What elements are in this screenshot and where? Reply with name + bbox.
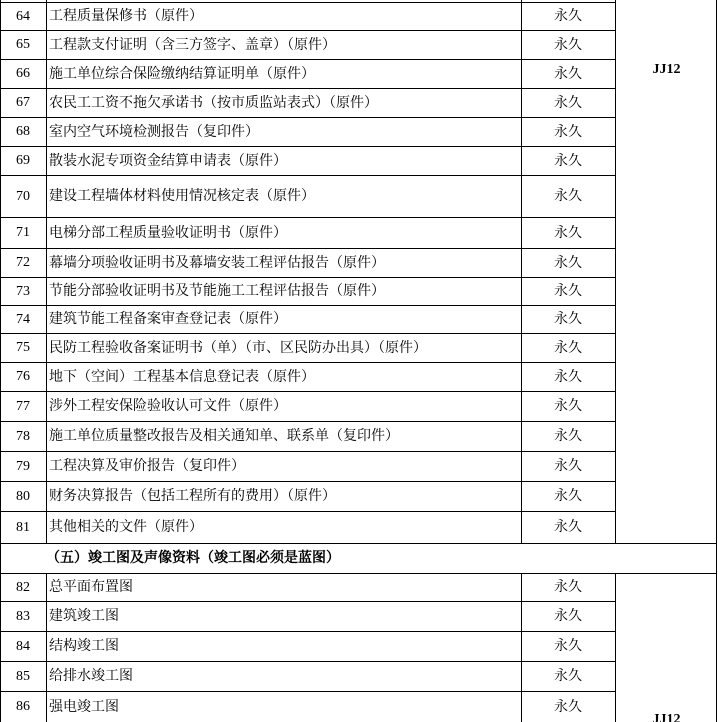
row-number: 76 [16, 369, 30, 384]
retention-term: 永久 [554, 153, 582, 169]
archive-code: JJ12 [652, 62, 681, 77]
section-title: （五）竣工图及声像资料（竣工图必须是蓝图） [46, 550, 340, 566]
row-number: 65 [16, 37, 30, 52]
document-name: 总平面布置图 [49, 579, 133, 595]
document-name: 工程款支付证明（含三方签字、盖章）（原件） [49, 37, 336, 53]
row-number: 85 [16, 669, 30, 684]
row-number: 83 [16, 609, 30, 624]
document-name: 给排水竣工图 [49, 668, 133, 684]
retention-term: 永久 [554, 8, 582, 24]
document-name: 财务决算报告（包括工程所有的费用）（原件） [49, 488, 336, 504]
column-border [716, 573, 717, 722]
row-number: 78 [16, 429, 30, 444]
row-number: 64 [16, 9, 30, 24]
row-number: 67 [16, 95, 30, 110]
row-number: 81 [16, 520, 30, 535]
retention-term: 永久 [554, 283, 582, 299]
row-number: 82 [16, 580, 30, 595]
document-name: 施工单位综合保险缴纳结算证明单（原件） [49, 66, 315, 82]
document-name: 幕墙分项验收证明书及幕墙安装工程评估报告（原件） [49, 255, 385, 271]
row-number: 71 [16, 225, 30, 240]
retention-term: 永久 [554, 37, 582, 53]
row-number: 84 [16, 639, 30, 654]
document-name: 电梯分部工程质量验收证明书（原件） [49, 225, 287, 241]
retention-term: 永久 [554, 311, 582, 327]
column-border [615, 573, 616, 722]
document-name: 民防工程验收备案证明书（单）（市、区民防办出具）（原件） [49, 340, 427, 356]
document-name: 建设工程墙体材料使用情况核定表（原件） [49, 188, 315, 204]
retention-term: 永久 [554, 579, 582, 595]
row-number: 68 [16, 124, 30, 139]
retention-term: 永久 [554, 188, 582, 204]
document-name: 施工单位质量整改报告及相关通知单、联系单（复印件） [49, 428, 399, 444]
document-name: 强电竣工图 [49, 699, 119, 715]
document-name: 结构竣工图 [49, 638, 119, 654]
column-border [46, 0, 47, 544]
row-number: 86 [16, 699, 30, 714]
retention-term: 永久 [554, 225, 582, 241]
retention-term: 永久 [554, 95, 582, 111]
document-name: 室内空气环境检测报告（复印件） [49, 124, 259, 140]
row-number: 80 [16, 489, 30, 504]
row-number: 70 [16, 189, 30, 204]
document-name: 涉外工程安保险验收认可文件（原件） [49, 398, 287, 414]
retention-term: 永久 [554, 458, 582, 474]
archive-code: JJ12 [652, 712, 681, 722]
document-name: 散装水泥专项资金结算申请表（原件） [49, 153, 287, 169]
retention-term: 永久 [554, 488, 582, 504]
document-name: 其他相关的文件（原件） [49, 519, 203, 535]
retention-term: 永久 [554, 608, 582, 624]
document-name: 农民工工资不拖欠承诺书（按市质监站表式）（原件） [49, 95, 378, 111]
row-number: 77 [16, 399, 30, 414]
retention-term: 永久 [554, 66, 582, 82]
retention-term: 永久 [554, 124, 582, 140]
document-name: 工程质量保修书（原件） [49, 8, 203, 24]
row-number: 75 [16, 340, 30, 355]
column-border [46, 573, 47, 722]
column-border [716, 543, 717, 574]
row-number: 74 [16, 312, 30, 327]
retention-term: 永久 [554, 668, 582, 684]
document-name: 建筑竣工图 [49, 608, 119, 624]
retention-term: 永久 [554, 638, 582, 654]
document-name: 节能分部验收证明书及节能施工工程评估报告（原件） [49, 283, 385, 299]
row-number: 72 [16, 255, 30, 270]
row-number: 73 [16, 284, 30, 299]
retention-term: 永久 [554, 340, 582, 356]
row-number: 69 [16, 153, 30, 168]
retention-term: 永久 [554, 428, 582, 444]
retention-term: 永久 [554, 369, 582, 385]
document-name: 工程决算及审价报告（复印件） [49, 458, 245, 474]
document-name: 地下（空间）工程基本信息登记表（原件） [49, 369, 315, 385]
retention-term: 永久 [554, 699, 582, 715]
retention-term: 永久 [554, 398, 582, 414]
row-number: 66 [16, 66, 30, 81]
document-name: 建筑节能工程备案审查登记表（原件） [49, 311, 287, 327]
retention-term: 永久 [554, 255, 582, 271]
row-number: 79 [16, 459, 30, 474]
retention-term: 永久 [554, 519, 582, 535]
column-border [0, 543, 1, 574]
